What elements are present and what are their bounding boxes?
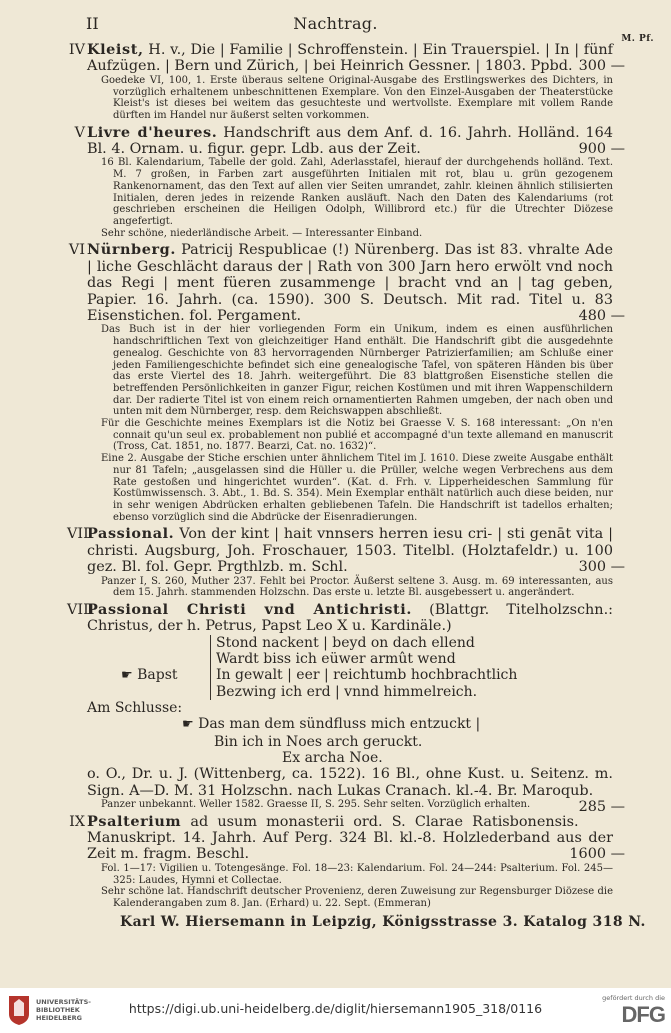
entry-price: 480 — — [578, 307, 625, 324]
viewer-bar — [0, 988, 671, 1033]
verse-lines: Stond nackent | beyd on dach ellend Wardt biss ich eüwer armût wend In gewalt | eer | reichtumb hochbrachtlich Bezwing ich erd | vnnd himmelreich. — [210, 635, 613, 700]
entry-heading — [67, 525, 625, 576]
page-title: Nachtrag. — [293, 14, 378, 33]
closing-line: ☛ Das man dem sündfluss mich entzuckt | — [182, 716, 481, 733]
entry-title: Handschrift aus dem Anf. d. 16. Jahrh. Holländ. 164 Bl. 4. Ornam. u. figur. gepr. Ldb. aus der Zeit. — [87, 124, 613, 158]
dfg-logo: DFG — [621, 1002, 665, 1027]
entry-number: IV — [68, 42, 85, 58]
entry-heading — [69, 812, 625, 863]
closing-center: Ex archa Noe. — [282, 749, 383, 766]
page-number: II — [86, 14, 99, 33]
entry-price: 1600 — — [569, 846, 625, 863]
closing-verse — [87, 700, 613, 766]
pointing-hand-icon: ☛ — [121, 667, 133, 683]
entry-title: H. v., Die | Familie | Schroffenstein. | Ein Trauerspiel. | In | fünf Aufzügen. | Bern und Zürich, | bei Heinrich Gessner. | 1803. Ppbd. — [87, 42, 613, 75]
entry-vii — [67, 525, 625, 599]
closing-label: Am Schlusse: — [87, 699, 183, 716]
closing-line: Bin ich in Noes arch geruckt. — [214, 733, 423, 750]
entry-heading — [68, 41, 625, 75]
entry-note: Fol. 1—17: Vigilien u. Totengesänge. Fol. 18—23: Kalendarium. Fol. 24—244: Psalterium. Fol. 245—325: Laudes, Hymni et Collectae. Sehr schöne lat. Handschrift deutscher Provenienz, deren Zuweisung zur Regensburger Diözese die Kalenderangaben zum 8. Jan. (Erhard) u. 22. Sept. (Emmeran) — [101, 862, 613, 909]
entry-price: 300 — — [578, 559, 625, 576]
entry-note: Panzer I, S. 260, Muther 237. Fehlt bei Proctor. Äußerst seltene 3. Ausg. m. 69 interessanten, aus dem 15. Jahrh. stammenden Holzschn. Das erste u. letzte Bl. ausgebessert u. angerändert. — [101, 575, 613, 599]
entry-name: Nürnberg. — [87, 241, 176, 259]
entry-title: Von der kint | hait vnnsers herren iesu cri- | sti genāt vita | christi. Augsburg, Joh. Froschauer, 1503. Titelbl. (Holztafeldr.) u. 100 gez. Bl. fol. Gepr. Prgthlzb. m. Schl. — [87, 526, 613, 576]
entry-heading — [74, 123, 625, 158]
entry-price: 900 — — [578, 141, 625, 158]
entry-price: 285 — — [578, 798, 625, 815]
catalog-entries — [67, 41, 625, 913]
entry-note: Goedeke VI, 100, 1. Erste überaus seltene Original-Ausgabe des Erstlingswerkes des Dichters, in vorzüglich erhaltenem unbeschnittenen Exemplare. Von den Einzel-Ausgaben der Theaterstücke Kleist's ist dieses bei weitem das gesuchteste und wertvollste. Exemplare mit vollem Rande dürften im Handel nur äußerst selten vorkommen. — [101, 74, 613, 121]
entry-ix — [69, 812, 625, 910]
entry-v — [74, 123, 625, 240]
entry-name: Passional Christi vnd Antichristi. — [87, 600, 412, 618]
entry-iv — [68, 41, 625, 122]
entry-number: IX — [69, 813, 85, 830]
entry-number: VI — [68, 242, 85, 259]
entry-heading — [68, 241, 625, 324]
entry-name: Psalterium — [87, 812, 182, 830]
entry-number: VII — [67, 526, 89, 543]
verse-speaker: ☛ Bapst — [121, 666, 178, 683]
entry-imprint: o. O., Dr. u. J. (Wittenberg, ca. 1522). 16 Bl., ohne Kust. u. Seitenz. m. Sign. A—D. M. 31 Holzschn. nach Lukas Cranach. kl.-4. Br. Maroqub. 285 — — [87, 766, 625, 815]
entry-number: VIII — [67, 601, 95, 618]
entry-name: Passional. — [87, 525, 175, 543]
library-name: UNIVERSITÄTS- BIBLIOTHEK HEIDELBERG — [36, 998, 91, 1022]
publisher-footer: Karl W. Hiersemann in Leipzig, Königsstrasse 3. Katalog 318 N. — [120, 914, 646, 930]
entry-title: Patricij Respublicae (!) Nürenberg. Das ist 83. vhralte Ade | liche Geschlächt daraus der | Rath von 300 Jarn hero erwölt vnd noch das Regi | ment füeren zusammenge | bracht vnd an | tag geben, Papier. 16. Jahrh. (ca. 1590). 300 S. Deutsch. Mit rad. Titel u. 83 Eisenstichen. fol. Pergament. — [87, 242, 613, 324]
entry-title: (Blattgr. Titelholzschn.: Christus, der h. Petrus, Papst Leo X u. Kardinäle.) — [87, 601, 613, 635]
pointing-hand-icon: ☛ — [182, 717, 194, 733]
price-column-header: M. Pf. — [621, 34, 654, 44]
permalink-url[interactable]: https://digi.ub.uni-heidelberg.de/diglit/hiersemann1905_318/0116 — [128, 1001, 543, 1016]
title-verse — [87, 635, 613, 700]
entry-title: ad usum monasterii ord. S. Clarae Ratisbonensis. Manuskript. 14. Jahrh. Auf Perg. 324 Bl. kl.-8. Holzlederband aus der Zeit m. fragm. Beschl. — [87, 813, 613, 863]
funder-caption: gefördert durch die — [602, 994, 665, 1002]
entry-name: Livre d'heures. — [87, 123, 218, 141]
page-header — [0, 12, 671, 44]
entry-number: V — [74, 124, 85, 141]
entry-price: 300 — — [578, 58, 625, 75]
entry-heading — [67, 600, 613, 635]
entry-viii — [67, 600, 625, 815]
entry-note: Das Buch ist in der hier vorliegenden Form ein Unikum, indem es einen ausführlichen handschriftlichen Text von gleichzeitiger Hand enthält. Die Handschrift gibt die ausgedehnte genealog. Geschichte von 83 hervorragenden Nürnberger Patrizierfamilien; am Schluße einer jeden Familiengeschichte befindet sich eine genealogische Tafel, von späteren Händen bis über das erste Viertel des 18. Jahrh. weitergeführt. Die 83 blattgroßen Eisenstiche stellen die betreffenden Persönlichkeiten in ganzer Figur, reichen Kostümen und mit ihren Wappenschildern dar. Der radierte Titel ist von einem reich ornamentierten Rahmen umgeben, der nach oben und unten mit dem Nürnberger, resp. dem Reichswappen abschließt. Für die Geschichte meines Exemplars ist die Notiz bei Graesse V. S. 168 interessant: „On n'en connait qu'un seul ex. probablement non publié et accompagné d'un texte allemand en manuscrit (Tross, Cat. 1851, no. 1877. Bearzi, Cat. no. 1632)“. Eine 2. Ausgabe der Stiche erschien unter ähnlichem Titel im J. 1610. Diese zweite Ausgabe enthält nur 81 Tafeln; „ausgelassen sind die Hüller u. die Prüller, welche wegen Verbrechens aus dem Rate gestoßen und hingerichtet wurden“. (Kat. d. Frh. v. Lipperheideschen Sammlung für Kostümwissensch. 3. Abt., 1. Bd. S. 354). Mein Exemplar enthält natürlich auch diese beiden, nur in sehr wenigen Abdrücken erhalten gebliebenen Tafeln. Die Handschrift ist tadellos erhalten; ebenso vorzüglich sind die Abdrücke der Eisenradierungen. — [101, 324, 613, 523]
entry-vi — [68, 241, 625, 523]
entry-note: Panzer unbekannt. Weller 1582. Graesse II, S. 295. Sehr selten. Vorzüglich erhalten. — [101, 798, 531, 810]
entry-name: Kleist, — [87, 41, 144, 58]
entry-note: 16 Bl. Kalendarium, Tabelle der gold. Zahl, Aderlasstafel, hierauf der durchgehends holländ. Text. M. 7 großen, in Farben zart ausgeführten Initialen mit rot, blau u. grün gezogenem Rankenornament, das den Text auf allen vier Seiten umrandet, zahlr. kleinen ähnlich stilisierten Initialen, deren jedes in reizende Ranken ausläuft. Nach den Daten des Kalendariums (rot geschrieben erscheinen die Heiligen Odolph, Willibrord etc.) für die Utrechter Diözese angefertigt. Sehr schöne, niederländische Arbeit. — Interessanter Einband. — [101, 157, 613, 239]
